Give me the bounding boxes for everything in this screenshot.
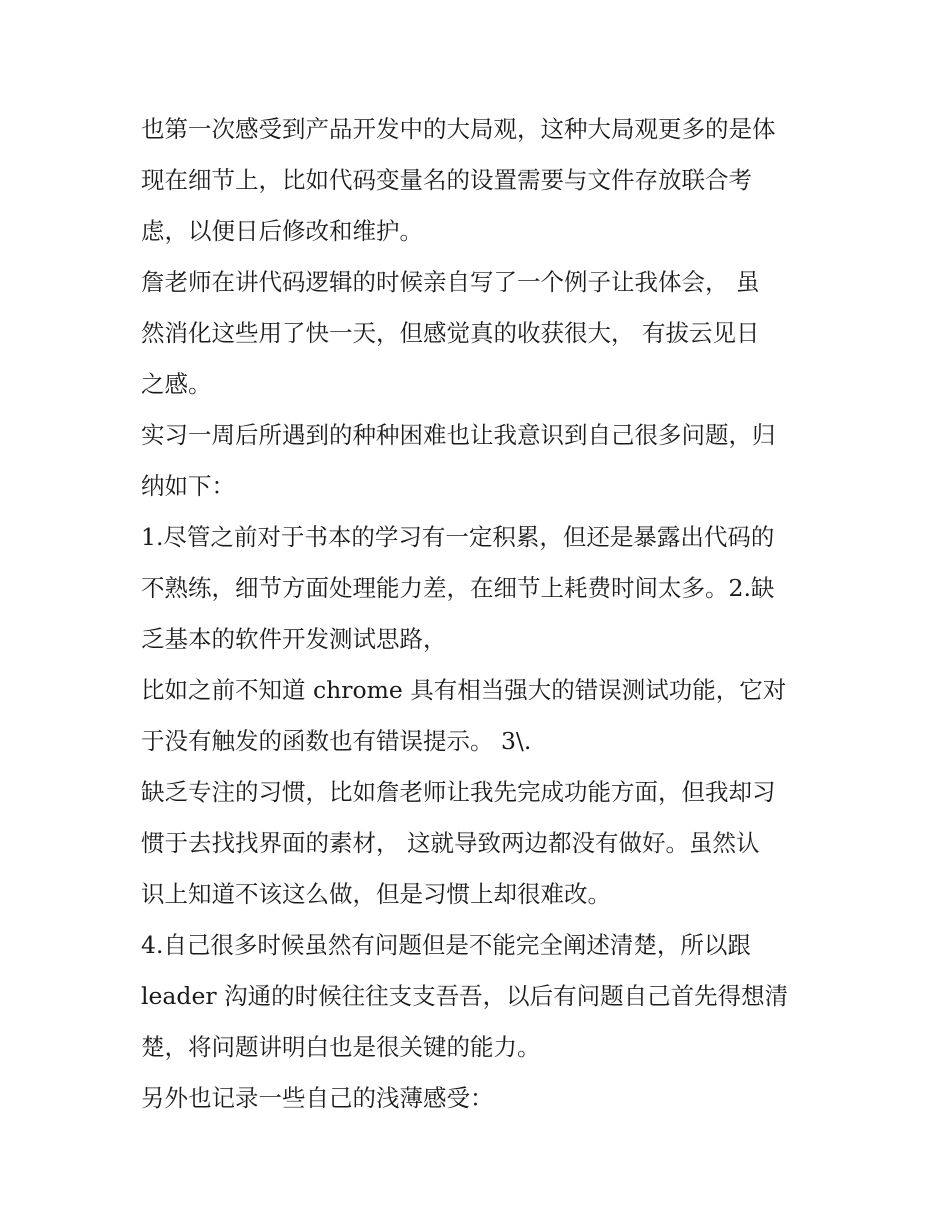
text-line: 4.自己很多时候虽然有问题但是不能完全阐述清楚，所以跟 [141,931,751,959]
text-line: 1.尽管之前对于书本的学习有一定积累，但还是暴露出代码的 [141,523,775,551]
text-line: 惯于去找找界面的素材， 这就导致两边都没有做好。虽然认 [141,829,760,857]
text-line: 乏基本的软件开发测试思路， [141,625,447,653]
paragraph-teacher-example [141,257,813,410]
text-line: 也第一次感受到产品开发中的大局观，这种大局观更多的是体 [141,115,776,143]
text-line: 比如之前不知道 chrome 具有相当强大的错误测试功能，它对 [141,676,787,704]
paragraph-closing [141,1073,813,1124]
paragraph-chrome-testing [141,665,813,767]
text-line: 虑，以便日后修改和维护。 [141,217,423,245]
paragraph-problem-1 [141,512,813,665]
text-line: 于没有触发的函数也有错误提示。 3\. [141,727,532,755]
paragraph-problems-intro [141,410,813,512]
paragraph-focus-habit [141,767,813,920]
text-line: 现在细节上，比如代码变量名的设置需要与文件存放联合考 [141,166,752,194]
text-line: 另外也记录一些自己的浅薄感受： [141,1084,494,1112]
text-line: 实习一周后所遇到的种种困难也让我意识到自己很多问题，归 [141,421,776,449]
document-body [141,104,813,1124]
paragraph-problem-4 [141,920,813,1073]
text-line: leader 沟通的时候往往支支吾吾，以后有问题自己首先得想清 [141,982,789,1010]
text-line: 然消化这些用了快一天，但感觉真的收获很大， 有拔云见日 [141,319,760,347]
text-line: 纳如下： [141,472,235,500]
text-line: 缺乏专注的习惯，比如詹老师让我先完成功能方面，但我却习 [141,778,776,806]
text-line: 之感。 [141,370,212,398]
paragraph-big-picture [141,104,813,257]
text-line: 不熟练，细节方面处理能力差，在细节上耗费时间太多。2.缺 [141,574,775,602]
text-line: 詹老师在讲代码逻辑的时候亲自写了一个例子让我体会， 虽 [141,268,760,296]
text-line: 楚，将问题讲明白也是很关键的能力。 [141,1033,541,1061]
text-line: 识上知道不该这么做，但是习惯上却很难改。 [141,880,611,908]
